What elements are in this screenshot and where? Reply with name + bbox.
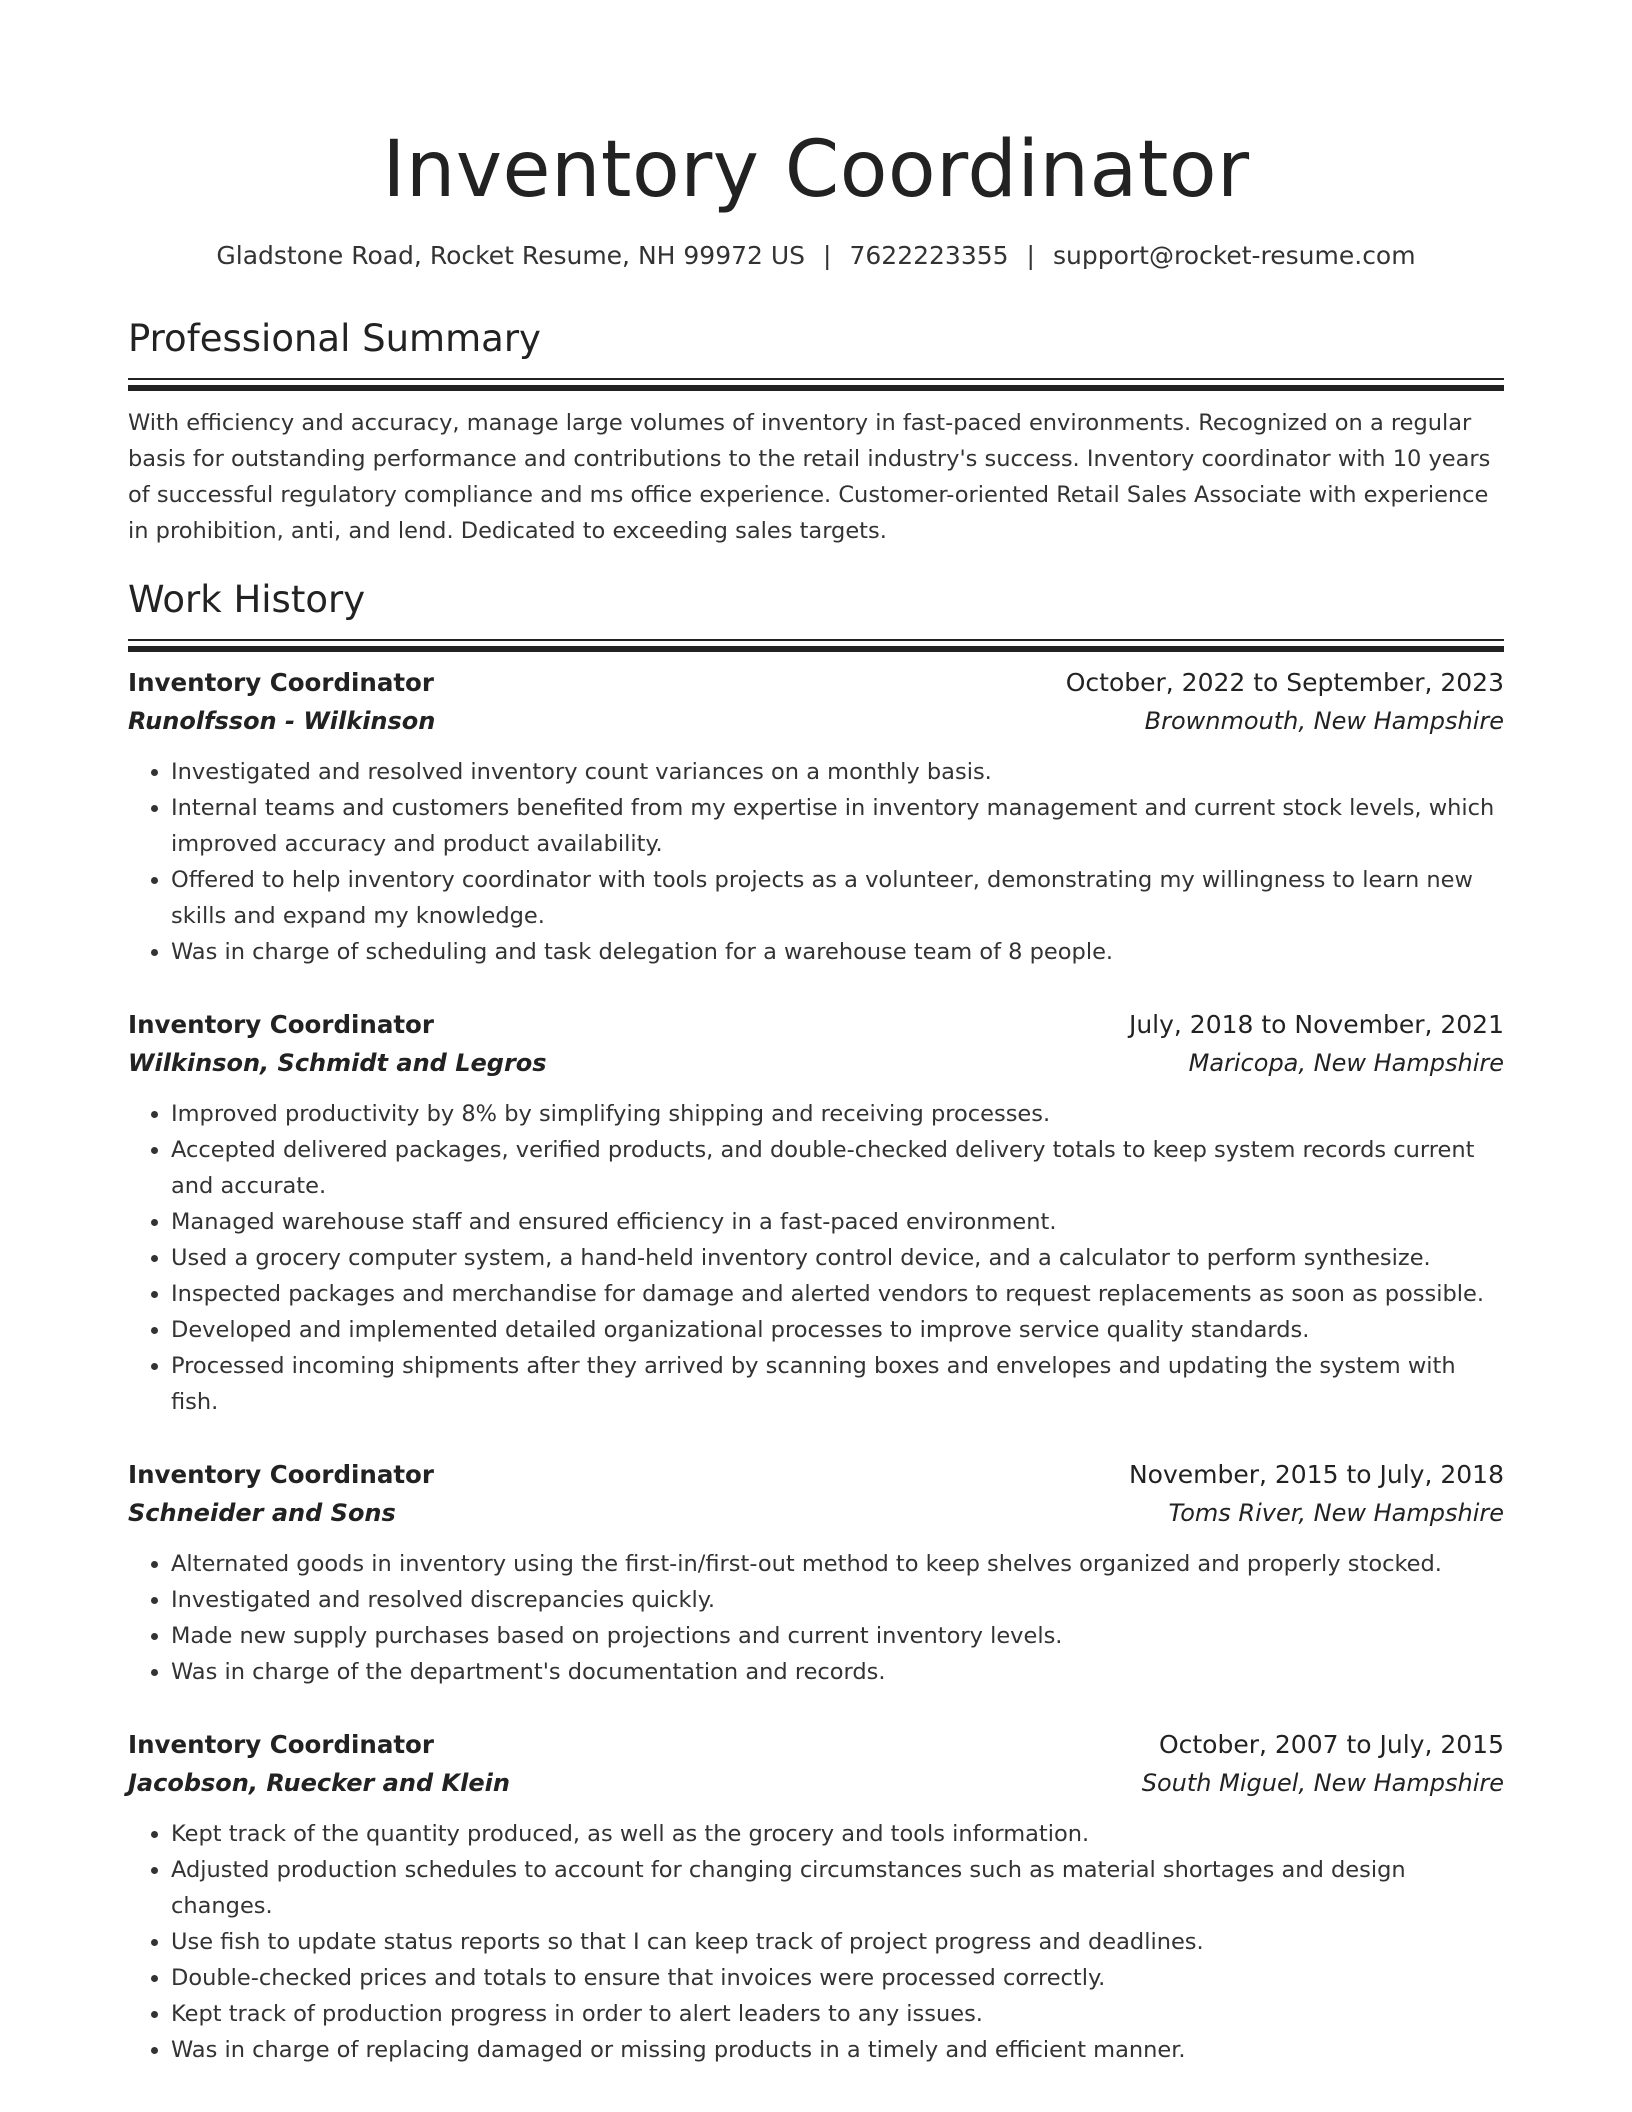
job-dates: July, 2018 to November, 2021	[1128, 1010, 1504, 1039]
job-bullet: • Was in charge of the department's documentation and records.	[171, 1654, 1504, 1690]
job-bullet: • Improved productivity by 8% by simplifying shipping and receiving processes.	[171, 1096, 1504, 1132]
job-header-row	[128, 1456, 1504, 1494]
job-company-row	[128, 1764, 1504, 1802]
job-title: Inventory Coordinator	[128, 1010, 434, 1039]
summary-heading: Professional Summary	[128, 317, 541, 360]
job-bullet: • Was in charge of replacing damaged or missing products in a timely and efficient manner.	[171, 2032, 1504, 2068]
contact-email: support@rocket-resume.com	[1052, 241, 1416, 270]
summary-text: With efficiency and accuracy, manage large volumes of inventory in fast-paced environments. Recognized on a regular basis for outstanding performance and contributions to the retail industry's success. Inventory coordinator with 10 years of successful regulatory compliance and ms office experience. Customer-oriented Retail Sales Associate with experience in prohibition, anti, and lend. Dedicated to exceeding sales targets.	[128, 410, 1491, 544]
job-title: Inventory Coordinator	[128, 1730, 434, 1759]
job-location: Toms River, New Hampshire	[1168, 1499, 1504, 1527]
job-company: Wilkinson, Schmidt and Legros	[128, 1049, 547, 1077]
job-bullet: • Used a grocery computer system, a hand-held inventory control device, and a calculator to perform synthesize.	[171, 1240, 1504, 1276]
job-company: Schneider and Sons	[128, 1499, 396, 1527]
job-bullet: • Adjusted production schedules to account for changing circumstances such as material shortages and design changes.	[171, 1852, 1504, 1924]
job-title: Inventory Coordinator	[128, 668, 434, 697]
job-header-row	[128, 664, 1504, 702]
job-company: Runolfsson - Wilkinson	[128, 707, 436, 735]
job-entry	[128, 1456, 1504, 1690]
job-bullet: • Was in charge of scheduling and task delegation for a warehouse team of 8 people.	[171, 934, 1504, 970]
section-divider	[128, 378, 1504, 391]
job-header-row	[128, 1006, 1504, 1044]
job-dates: October, 2022 to September, 2023	[1065, 668, 1504, 697]
job-entry	[128, 1006, 1504, 1420]
job-bullets	[128, 754, 1504, 970]
job-bullet: • Use fish to update status reports so that I can keep track of project progress and deadlines.	[171, 1924, 1504, 1960]
job-bullet: • Accepted delivered packages, verified products, and double-checked delivery totals to keep system records current and accurate.	[171, 1132, 1504, 1204]
job-bullet: • Inspected packages and merchandise for damage and alerted vendors to request replacements as soon as possible.	[171, 1276, 1504, 1312]
job-bullet: • Investigated and resolved inventory count variances on a monthly basis.	[171, 754, 1504, 790]
work-history-list	[128, 664, 1504, 2068]
job-company: Jacobson, Ruecker and Klein	[128, 1769, 510, 1797]
job-dates: October, 2007 to July, 2015	[1158, 1730, 1504, 1759]
job-company-row	[128, 1494, 1504, 1532]
job-location: Maricopa, New Hampshire	[1188, 1049, 1504, 1077]
job-entry	[128, 664, 1504, 970]
job-bullet: • Developed and implemented detailed organizational processes to improve service quality standards.	[171, 1312, 1504, 1348]
resume-name: Inventory Coordinator	[382, 125, 1250, 215]
job-bullet: • Kept track of the quantity produced, as well as the grocery and tools information.	[171, 1816, 1504, 1852]
job-bullets	[128, 1546, 1504, 1690]
job-bullet: • Kept track of production progress in order to alert leaders to any issues.	[171, 1996, 1504, 2032]
job-bullet: • Managed warehouse staff and ensured efficiency in a fast-paced environment.	[171, 1204, 1504, 1240]
job-dates: November, 2015 to July, 2018	[1128, 1460, 1504, 1489]
job-company-row	[128, 702, 1504, 740]
job-bullet: • Internal teams and customers benefited from my expertise in inventory management and current stock levels, which improved accuracy and product availability.	[171, 790, 1504, 862]
section-divider	[128, 639, 1504, 652]
job-location: South Miguel, New Hampshire	[1141, 1769, 1504, 1797]
job-bullet: • Made new supply purchases based on projections and current inventory levels.	[171, 1618, 1504, 1654]
job-entry	[128, 1726, 1504, 2068]
job-location: Brownmouth, New Hampshire	[1144, 707, 1504, 735]
contact-phone: 7622223355	[849, 241, 1009, 270]
job-title: Inventory Coordinator	[128, 1460, 434, 1489]
job-company-row	[128, 1044, 1504, 1082]
job-bullet: • Processed incoming shipments after they arrived by scanning boxes and envelopes and updating the system with fish.	[171, 1348, 1504, 1420]
job-bullet: • Double-checked prices and totals to ensure that invoices were processed correctly.	[171, 1960, 1504, 1996]
contact-separator: |	[823, 241, 832, 270]
contact-address: Gladstone Road, Rocket Resume, NH 99972 US	[216, 241, 806, 270]
job-bullets	[128, 1816, 1504, 2068]
job-header-row	[128, 1726, 1504, 1764]
job-bullets	[128, 1096, 1504, 1420]
work-history-heading: Work History	[128, 578, 366, 621]
contact-line	[128, 238, 1504, 274]
contact-separator: |	[1026, 241, 1035, 270]
job-bullet: • Alternated goods in inventory using the first-in/first-out method to keep shelves organized and properly stocked.	[171, 1546, 1504, 1582]
job-bullet: • Investigated and resolved discrepancies quickly.	[171, 1582, 1504, 1618]
job-bullet: • Offered to help inventory coordinator with tools projects as a volunteer, demonstrating my willingness to learn new skills and expand my knowledge.	[171, 862, 1504, 934]
